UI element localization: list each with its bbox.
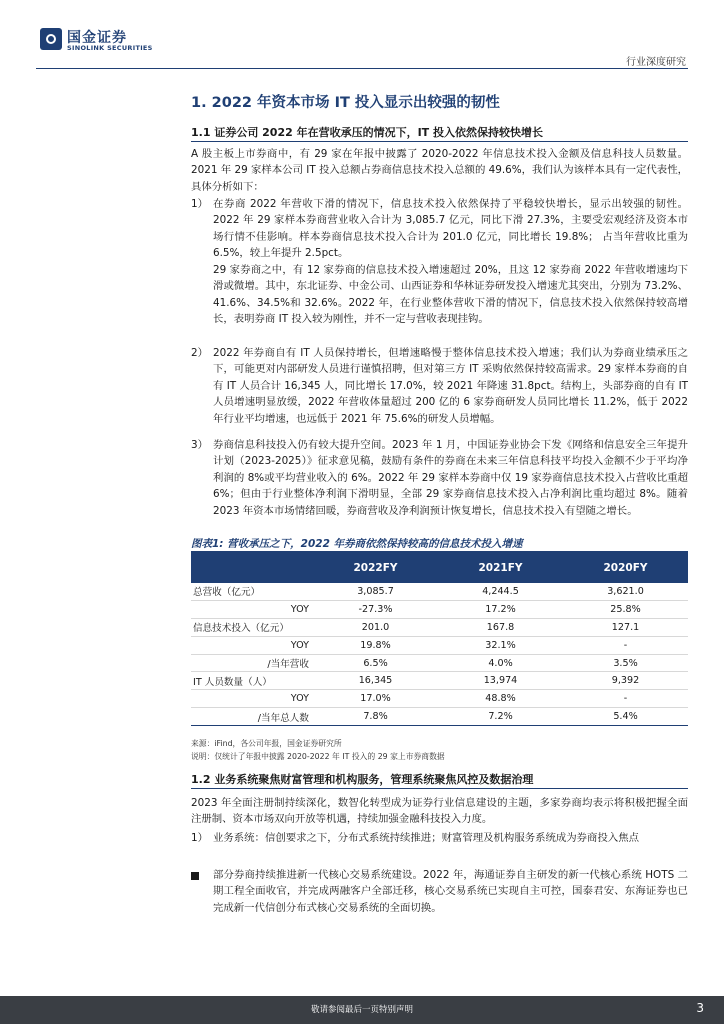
table-row xyxy=(191,583,688,600)
row-label: /当年营收 xyxy=(191,654,313,672)
row-label: /当年总人数 xyxy=(191,708,313,726)
subsection-divider xyxy=(191,788,688,789)
row-label: YOY xyxy=(191,636,313,654)
table-cell: 167.8 xyxy=(438,618,563,636)
intro-paragraph: 2023 年全面注册制持续深化，数智化转型成为证券行业信息建设的主题，多家券商均表示将积极把握全面注册制、资本市场双向开放等机遇，持续加强金融科技投入力度。 xyxy=(191,797,688,826)
row-label: IT 人员数量（人） xyxy=(191,672,313,690)
table-header-cell xyxy=(191,552,313,583)
table-source: 来源：iFind，各公司年报，国金证券研究所 xyxy=(191,739,342,748)
bullet-icon xyxy=(191,872,199,880)
table-header-row xyxy=(191,552,688,583)
row-label: YOY xyxy=(191,600,313,618)
table-header-cell: 2022FY xyxy=(313,552,438,583)
table-cell: 25.8% xyxy=(563,600,688,618)
table-title: 图表1: 营收承压之下，2022 年券商依然保持较高的信息技术投入增速 xyxy=(191,538,523,550)
footer-disclaimer-link[interactable]: 敬请参阅最后一页特别声明 xyxy=(310,1005,413,1015)
logo-text-en: SINOLINK SECURITIES xyxy=(67,44,153,52)
table-row xyxy=(191,636,688,654)
logo-text-cn: 国金证券 xyxy=(67,30,127,46)
table-cell: 4,244.5 xyxy=(438,583,563,600)
table-cell: 201.0 xyxy=(313,618,438,636)
table-cell: 127.1 xyxy=(563,618,688,636)
data-table xyxy=(191,552,688,726)
logo-icon xyxy=(40,28,62,50)
table-cell: 16,345 xyxy=(313,672,438,690)
table-cell: 6.5% xyxy=(313,654,438,672)
list-number: 1） xyxy=(191,832,209,844)
table-cell: 3,621.0 xyxy=(563,583,688,600)
intro-paragraph: A 股主板上市券商中，有 29 家在年报中披露了 2020-2022 年信息技术投入金额及信息科技人员数量。2021 年 29 家样本公司 IT 投入总额占券商信息技术投入总额的 49.6%，我们认为该样本具有一定代表性，具体分析如下： xyxy=(191,148,688,193)
list-item: 在券商 2022 年营收下滑的情况下，信息技术投入依然保持了平稳较快增长，显示出较强的韧性。2022 年 29 家样本券商营业收入合计为 3,085.7 亿元，同比下滑 27.3%，主要受宏观经济及资本市场行情不佳影响。样本券商信息技术投入合计为 201.0 亿元，同比增长 19.8%； 占当年营收比重为 6.5%，较上年提升 2.5pct。 xyxy=(213,198,688,260)
table-row xyxy=(191,708,688,726)
table-header-cell: 2020FY xyxy=(563,552,688,583)
table-cell: 4.0% xyxy=(438,654,563,672)
table-cell: - xyxy=(563,690,688,708)
subsection-divider xyxy=(191,141,688,142)
table-cell: -27.3% xyxy=(313,600,438,618)
table-cell: 13,974 xyxy=(438,672,563,690)
table-row xyxy=(191,690,688,708)
table-cell: - xyxy=(563,636,688,654)
page-number: 3 xyxy=(696,1001,704,1015)
subsection-title: 1.2 业务系统聚焦财富管理和机构服务，管理系统聚焦风控及数据治理 xyxy=(191,773,534,786)
row-label: 信息技术投入（亿元） xyxy=(191,618,313,636)
table-row xyxy=(191,600,688,618)
table-cell: 17.2% xyxy=(438,600,563,618)
table-cell: 19.8% xyxy=(313,636,438,654)
table-header-cell: 2021FY xyxy=(438,552,563,583)
list-item: 业务系统：信创要求之下，分布式系统持续推进；财富管理及机构服务系统成为券商投入焦点 xyxy=(213,832,640,844)
table-row xyxy=(191,654,688,672)
list-item: 券商信息科技投入仍有较大提升空间。2023 年 1 月，中国证券业协会下发《网络和信息安全三年提升计划（2023-2025）》征求意见稿，鼓励有条件的券商在未来三年信息科技平均投入金额不少于平均净利润的 8%或平均营业收入的 6%。2022 年 29 家样本券商中仅 19 家券商信息技术投入占营收比重超 6%；但由于行业整体净利润下滑明显，全部 29 家券商信息技术投入占净利润比重均超过 8%。随着 2023 年资本市场情绪回暖，券商营收及净利润预计恢复增长，信息技术投入有望随之增长。 xyxy=(213,439,688,517)
table-cell: 3,085.7 xyxy=(313,583,438,600)
subsection-title: 1.1 证券公司 2022 年在营收承压的情况下，IT 投入依然保持较快增长 xyxy=(191,126,544,139)
table-cell: 7.8% xyxy=(313,708,438,726)
header-divider xyxy=(36,68,688,69)
section-title: 1. 2022 年资本市场 IT 投入显示出较强的韧性 xyxy=(191,95,500,111)
list-item: 2022 年券商自有 IT 人员保持增长，但增速略慢于整体信息技术投入增速；我们认为券商业绩承压之下，可能更对内部研发人员进行谨慎招聘，但对第三方 IT 采购依然保持较高需求。29 家样本券商的自有 IT 人员合计 16,345 人，同比增长 17.0%，较 2021 年降速 31.8pct。结构上，头部券商的自有 IT 人员增速明显放缓，2022 年营收体量超过 200 亿的 6 家券商研发人员同比增长 11.2%，低于 2022 年行业平均增速，也远低于 2021 年 75.6%的研发人员增幅。 xyxy=(213,347,688,425)
table-cell: 5.4% xyxy=(563,708,688,726)
document-type: 行业深度研究 xyxy=(626,57,686,68)
row-label: 总营收（亿元） xyxy=(191,583,313,600)
table-row xyxy=(191,618,688,636)
table-cell: 48.8% xyxy=(438,690,563,708)
table-cell: 32.1% xyxy=(438,636,563,654)
list-number: 1） xyxy=(191,198,209,210)
row-label: YOY xyxy=(191,690,313,708)
bullet-paragraph: 部分券商持续推进新一代核心交易系统建设。2022 年，海通证券自主研发的新一代核心系统 HOTS 二期工程全面收官，并完成两融客户全部迁移，核心交易系统已实现自主可控，国泰君安、东海证券也已完成新一代信创分布式核心交易系统的全面切换。 xyxy=(213,869,688,914)
list-number: 2） xyxy=(191,347,209,359)
table-cell: 17.0% xyxy=(313,690,438,708)
table-row xyxy=(191,672,688,690)
table-note: 说明：仅统计了年报中披露 2020-2022 年 IT 投入的 29 家上市券商数据 xyxy=(191,752,445,761)
list-item-continuation: 29 家券商之中，有 12 家券商的信息技术投入增速超过 20%，且这 12 家券商 2022 年营收增速均下滑或微增。其中，东北证券、中金公司、山西证券和华林证券研发投入增速尤其突出，分别为 73.2%、41.6%、34.5%和 32.6%。2022 年，在行业整体营收下滑的情况下，信息技术投入依然保持较高增长，表明券商 IT 投入较为刚性，并不一定与营收表现挂钩。 xyxy=(213,264,688,326)
table-cell: 7.2% xyxy=(438,708,563,726)
table-cell: 3.5% xyxy=(563,654,688,672)
list-number: 3） xyxy=(191,439,209,451)
table-cell: 9,392 xyxy=(563,672,688,690)
